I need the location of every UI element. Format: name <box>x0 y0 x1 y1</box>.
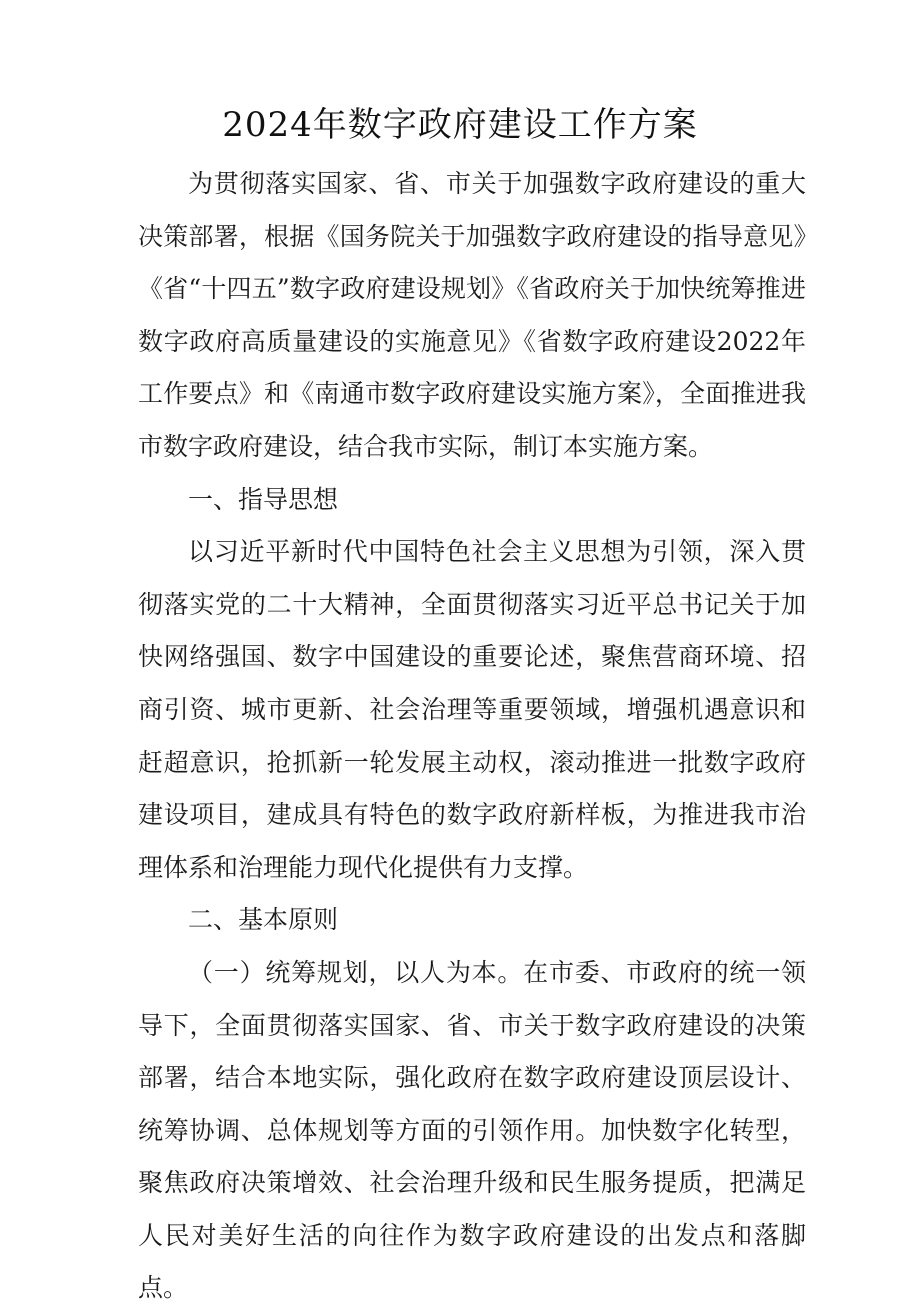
principle-one-paragraph: （一）统筹规划，以人为本。在市委、市政府的统一领导下，全面贯彻落实国家、省、市关于数字政府建设的决策部署，结合本地实际，强化政府在数字政府建设顶层设计、统筹协调、总体规划等方面的引领作用。加快数字化转型，聚焦政府决策增效、社会治理升级和民生服务提质，把满足人民对美好生活的向往作为数字政府建设的出发点和落脚点。 <box>138 957 806 1303</box>
section-heading-guiding-ideology: 一、指导思想 <box>188 484 339 514</box>
guiding-ideology-paragraph: 以习近平新时代中国特色社会主义思想为引领，深入贯彻落实党的二十大精神，全面贯彻落实习近平总书记关于加快网络强国、数字中国建设的重要论述，聚焦营商环境、招商引资、城市更新、社会治理等重要领域，增强机遇意识和赶超意识，抢抓新一轮发展主动权，滚动推进一批数字政府建设项目，建成具有特色的数字政府新样板，为推进我市治理体系和治理能力现代化提供有力支撑。 <box>138 537 806 882</box>
document-title: 2024年数字政府建设工作方案 <box>222 105 698 145</box>
section-heading-basic-principles: 二、基本原则 <box>188 905 339 935</box>
document-body <box>138 158 806 1315</box>
intro-paragraph: 为贯彻落实国家、省、市关于加强数字政府建设的重大决策部署，根据《国务院关于加强数字政府建设的指导意见》《省“十四五”数字政府建设规划》《省政府关于加快统筹推进数字政府高质量建设的实施意见》《省数字政府建设2022年工作要点》和《南通市数字政府建设实施方案》，全面推进我市数字政府建设，结合我市实际，制订本实施方案。 <box>138 169 806 461</box>
